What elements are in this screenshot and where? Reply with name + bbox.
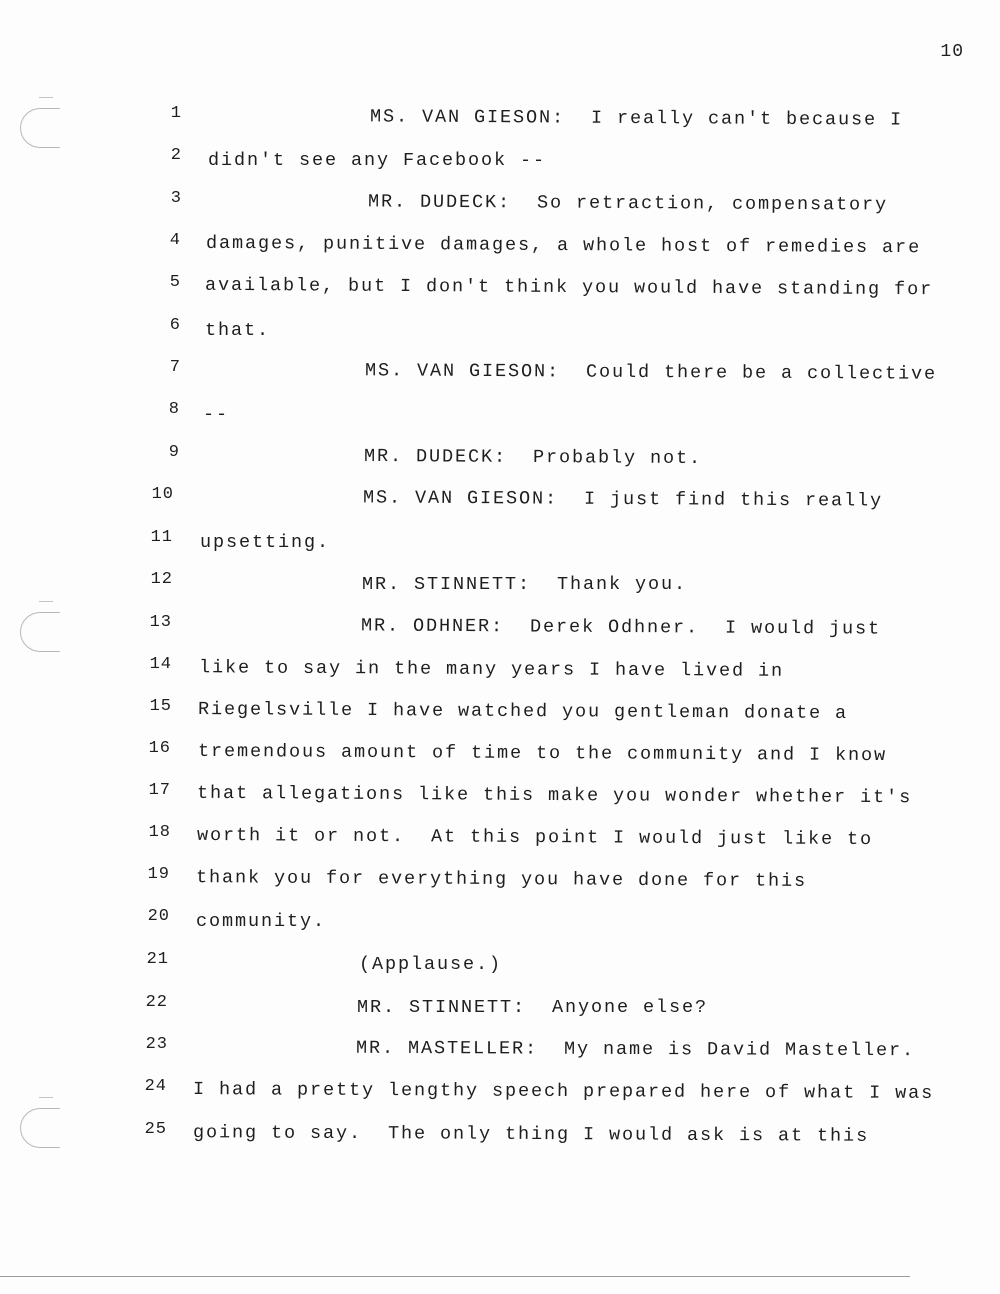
line-text: MS. VAN GIESON: I really can't because I bbox=[369, 106, 904, 131]
line-text: (Applause.) bbox=[359, 954, 503, 975]
transcript-line bbox=[0, 697, 1000, 727]
transcript-line bbox=[0, 950, 1000, 980]
line-number: 11 bbox=[150, 528, 173, 547]
transcript-line bbox=[0, 1120, 1000, 1150]
line-text: like to say in the many years I have lived in bbox=[198, 657, 785, 682]
line-number: 12 bbox=[150, 570, 173, 589]
transcript-line bbox=[0, 358, 1000, 388]
transcript-line bbox=[0, 907, 1000, 937]
transcript-line bbox=[0, 993, 1000, 1023]
line-number: 6 bbox=[169, 316, 181, 335]
line-text: MR. DUDECK: Probably not. bbox=[363, 445, 703, 470]
line-text: I had a pretty lengthy speech prepared here of what I was bbox=[192, 1079, 935, 1104]
line-text: damages, punitive damages, a whole host of remedies are bbox=[205, 232, 922, 259]
line-number: 19 bbox=[147, 865, 170, 884]
line-text: Riegelsville I have watched you gentleman donate a bbox=[197, 699, 849, 724]
line-number: 15 bbox=[149, 697, 172, 716]
line-number: 21 bbox=[146, 950, 169, 969]
line-text: -- bbox=[203, 404, 230, 425]
line-number: 10 bbox=[151, 485, 174, 504]
line-text: MR. STINNETT: Anyone else? bbox=[357, 997, 709, 1018]
transcript-line bbox=[0, 400, 1000, 430]
line-text: MR. STINNETT: Thank you. bbox=[362, 574, 688, 595]
transcript-line bbox=[0, 146, 1000, 176]
line-number: 4 bbox=[169, 231, 181, 250]
line-number: 1 bbox=[170, 104, 182, 123]
line-text: MR. ODHNER: Derek Odhner. I would just bbox=[360, 615, 882, 640]
transcript-line bbox=[0, 273, 1000, 303]
line-text: MR. DUDECK: So retraction, compensatory bbox=[367, 191, 889, 216]
transcript-line bbox=[0, 189, 1000, 219]
transcript-line bbox=[0, 865, 1000, 895]
transcript-line bbox=[0, 613, 1000, 643]
line-number: 9 bbox=[168, 443, 180, 462]
line-number: 20 bbox=[147, 907, 170, 926]
transcript-line bbox=[0, 781, 1000, 811]
line-text: tremendous amount of time to the community and I know bbox=[197, 740, 888, 767]
line-number: 18 bbox=[148, 823, 171, 842]
transcript-line bbox=[0, 104, 1000, 134]
line-text: MS. VAN GIESON: Could there be a collective bbox=[364, 360, 938, 385]
line-text: worth it or not. At this point I would just like to bbox=[196, 824, 874, 851]
line-text: community. bbox=[196, 911, 327, 932]
line-text: didn't see any Facebook -- bbox=[208, 150, 547, 171]
line-number: 2 bbox=[170, 146, 182, 165]
transcript-line bbox=[0, 1035, 1000, 1065]
line-number: 5 bbox=[169, 273, 181, 292]
line-number: 25 bbox=[144, 1120, 167, 1139]
page-bottom-rule bbox=[0, 1276, 910, 1277]
line-number: 8 bbox=[168, 400, 180, 419]
line-text: that allegations like this make you wonder whether it's bbox=[196, 782, 913, 809]
line-number: 23 bbox=[145, 1035, 168, 1054]
transcript-line bbox=[0, 1077, 1000, 1107]
line-text: MS. VAN GIESON: I just find this really bbox=[362, 487, 884, 512]
line-number: 16 bbox=[148, 739, 171, 758]
line-number: 17 bbox=[148, 781, 171, 800]
transcript-line bbox=[0, 231, 1000, 261]
line-number: 13 bbox=[149, 613, 172, 632]
line-number: 22 bbox=[145, 993, 168, 1012]
transcript-line bbox=[0, 570, 1000, 600]
transcript-line bbox=[0, 485, 1000, 515]
line-text: upsetting. bbox=[200, 532, 331, 553]
line-number: 14 bbox=[149, 655, 172, 674]
line-text: thank you for everything you have done for this bbox=[195, 867, 808, 892]
page-number: 10 bbox=[940, 42, 964, 62]
line-text: that. bbox=[205, 320, 271, 341]
transcript-line bbox=[0, 655, 1000, 685]
transcript-line bbox=[0, 316, 1000, 346]
transcript-line bbox=[0, 739, 1000, 769]
transcript-line bbox=[0, 823, 1000, 853]
line-number: 3 bbox=[170, 189, 182, 208]
transcript-line bbox=[0, 528, 1000, 558]
transcript-line bbox=[0, 443, 1000, 473]
line-text: going to say. The only thing I would ask is at this bbox=[192, 1122, 870, 1147]
line-text: available, but I don't think you would have standing for bbox=[204, 274, 934, 301]
line-number: 7 bbox=[169, 358, 181, 377]
line-text: MR. MASTELLER: My name is David Masteller. bbox=[355, 1037, 916, 1062]
line-number: 24 bbox=[144, 1077, 167, 1096]
